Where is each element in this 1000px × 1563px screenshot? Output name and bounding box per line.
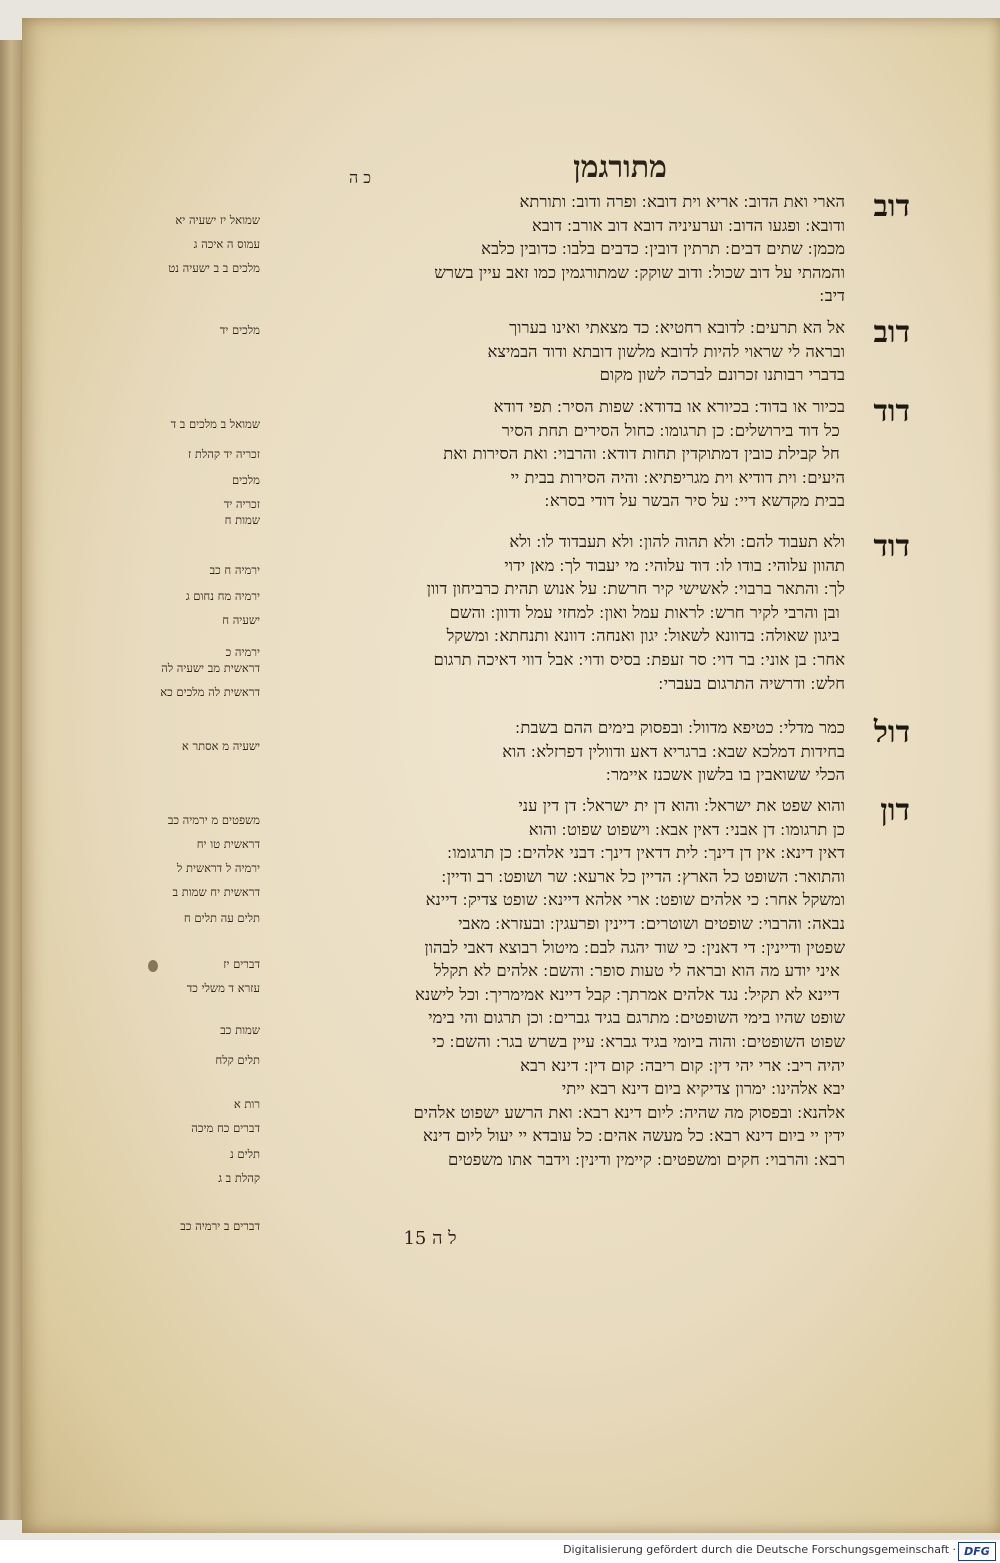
- margin-ref: ירמיה כ: [225, 645, 260, 659]
- entry-line: כמר מדלי ׃ כטיפא מדוול ׃ ובפסוק בימים ההם בשבת ׃: [515, 718, 845, 737]
- entry-line: ׃ איני יודע מה הוא ובראה לי טעות סופר ׃ והשם ׃ אלהים לא תקלל: [433, 961, 845, 981]
- entry-line: שופט שהיו בימי השופטים ׃ מתרגם בגיד גברים ׃ וכן תרגום והי בימי: [428, 1008, 845, 1028]
- entry-line: לך ׃ והתאר ברבוי ׃ לאשישי קיר חרשת ׃ על אנוש תהית כרביחון דוון: [426, 579, 845, 599]
- entry-line: ׃ ביגון שאולה ׃ בדוונא לשאול ׃ יגון ואנחה ׃ דוונא ותנחתא ׃ ומשקל: [446, 626, 845, 646]
- entry-line: בחידות דמלכא שבא ׃ ברגריא דאע ודוולין דפרזלא ׃ הוא: [502, 741, 845, 761]
- entry-line: ׃ חל קבילת כובין דמתוקדין תחות דודא ׃ והרבוי ׃ ואת הסירות ואת: [443, 444, 845, 464]
- margin-ref: ישעיה מ אסתר א: [181, 739, 260, 753]
- margin-ref: ירמיה מח נחום ג: [185, 589, 260, 603]
- entry-line: ומשקל אחר ׃ כי אלהים שופט ׃ ארי אלהא דיינא ׃ שופט צדיק ׃ דיינא: [425, 890, 845, 910]
- entry-line: הכלי ששואבין בו בלשון אשכנז איימר ׃: [605, 765, 845, 785]
- entry-line: תהוון עלוהי ׃ בודו לו ׃ דוד עלוהי ׃ מי יעבוד לך ׃ מאן ידוי: [504, 555, 845, 575]
- margin-ref: שמות ח: [224, 513, 260, 527]
- margin-ref: דברים יז: [223, 957, 260, 971]
- entry-line: בבית מקדשא דיי ׃ על סיר הבשר על דודי בסרא ׃: [544, 491, 845, 511]
- margin-ref: דראשית טו יח: [196, 837, 260, 851]
- margin-ref: משפטים מ ירמיה כב: [167, 813, 260, 827]
- entry-line: והוא שפט את ישראל ׃ והוא דן ית ישראל ׃ דן דין עני: [518, 796, 845, 815]
- margin-ref: דראשית יח שמות ב: [172, 885, 260, 899]
- margin-ref: דברים ב ירמיה כב: [180, 1219, 260, 1233]
- entry-line: ׃ ובן והרבי לקיר חרש ׃ לראות עמל ואון ׃ למחזי עמל ודוון ׃ והשם: [449, 602, 845, 622]
- entry-line: כן תרגומו ׃ דן אבני ׃ דאין אבא ׃ וישפוט שפוט ׃ והוא: [528, 819, 845, 839]
- entry-line: נבאה ׃ והרבוי ׃ שופטים ושוטרים ׃ דיינין ופרעגין ׃ ובעזרא ׃ מאבי: [458, 913, 845, 933]
- margin-ref: שמות כב: [220, 1023, 260, 1037]
- margin-ref: רות א: [233, 1097, 260, 1111]
- margin-ref: מלכים יד: [219, 323, 260, 337]
- margin-ref: קהלת ב ג: [218, 1171, 260, 1185]
- entry-line: ולא תעבוד להם ׃ ולא תהוה להון ׃ ולא תעבדוד לו ׃ ולא: [509, 532, 845, 551]
- footer-credit: Digitalisierung gefördert durch die Deutsche Forschungsgemeinschaft ·: [563, 1543, 956, 1556]
- entry-line: בדברי רבותנו זכרונם לברכה לשון מקום: [599, 365, 845, 385]
- margin-ref: עזרא ד משלי כד: [186, 981, 260, 995]
- margin-ref: תלים נ: [230, 1147, 260, 1161]
- entry-headword: דול: [873, 715, 910, 750]
- margin-ref: שמואל יז ישעיה יא: [175, 213, 260, 227]
- margin-ref: ירמיה ח כב: [209, 563, 260, 577]
- entry-body: [235, 316, 845, 387]
- entry-line: ובראה לי שראוי להיות לדובא מלשון דובתא ודוד הבמיצא: [487, 341, 845, 361]
- entry-body: [235, 190, 845, 308]
- margin-ref: מלכים: [231, 473, 260, 487]
- entry-body: [235, 716, 845, 787]
- entry-headword: דוד: [873, 394, 910, 429]
- entry-line: שפטין ודיינין ׃ די דאנין ׃ כי שוד יהגה לבם ׃ מיטול רבוצא דאבי לבהון: [424, 937, 845, 957]
- entry-headword: דוד: [873, 529, 910, 564]
- margin-ref: דברים כח מיכה: [191, 1121, 260, 1135]
- entry-line: הארי ואת הדוב ׃ אריא וית דובא ׃ ופרה ודוב ׃ ותורתא: [519, 192, 845, 211]
- entry-line: והתואר ׃ השופט כל הארץ ׃ הדיין כל ארעא ׃ שר ושופט ׃ רב ודיין ׃: [441, 866, 845, 886]
- folio-number: כ ה: [348, 168, 372, 187]
- margin-ref: זכריה יד: [223, 497, 260, 511]
- catchword: ל ה 15: [403, 1228, 457, 1249]
- entry-line: חלש ׃ ודרשיה התרגום בעברי ׃: [658, 673, 845, 693]
- entry-line: ׃ כל דוד בירושלים ׃ כן תרגומו ׃ כחול הסירים תחת הסיר: [501, 420, 845, 440]
- entry-line: רבא ׃ והרבוי ׃ חקים ומשפטים ׃ קיימין ודינין ׃ וידבר אתו משפטים: [448, 1149, 845, 1169]
- entry-headword: דוב: [873, 315, 910, 350]
- margin-ref: שמואל ב מלכים ב ד: [170, 417, 260, 431]
- entry-line: בכיור או בדוד ׃ בכיורא או בדודא ׃ שפות הסיר ׃ תפי דודא: [493, 397, 845, 416]
- entry-line: היעים ׃ וית דודיא וית מגריפתיא ׃ והיה הסירות בבית יי: [510, 467, 845, 487]
- entry-body: [235, 530, 845, 695]
- margin-ref: זכריה יד קהלת ז: [188, 447, 260, 461]
- margin-ref: דראשית לה מלכים כא: [160, 685, 260, 699]
- entry-line: דאין דינא ׃ אין דן דינך ׃ לית דדאין דינך ׃ דבני אלהים ׃ כן תרגומו ׃: [447, 843, 845, 863]
- entry-line: והמהתי על דוב שכול ׃ ודוב שוקק ׃ שמתורגמין כמו זאב עיין בשרש: [434, 262, 845, 282]
- margin-ref: ירמיה ל דראשית ל: [176, 861, 260, 875]
- dictionary-entries: [235, 190, 910, 1240]
- entry-line: יבא אלהינו ׃ ימרון צדיקיא ביום דינא רבא ייתי: [561, 1079, 845, 1099]
- entry-line: ודובא ׃ ופגעו הדוב ׃ וערעיניה דובא דוב אורב ׃ דובא: [532, 215, 845, 235]
- entry-line: יהיה ריב ׃ ארי יהי דין ׃ קום ריבה ׃ קום דין ׃ דינא רבא: [520, 1055, 845, 1075]
- margin-ref: תלים עה תלים ח: [183, 911, 260, 925]
- margin-ref: ישעיה ח: [222, 613, 260, 627]
- dfg-logo: DFG: [958, 1542, 996, 1561]
- entry-line: דיב ׃: [819, 286, 845, 306]
- entry-line: אחר ׃ בן אוני ׃ בר דוי ׃ סר זעפת ׃ בסיס ודוי ׃ אבל דווי דאיכה תרגום: [433, 649, 845, 669]
- margin-ref: מלכים ב ב ישעיה נט: [168, 261, 260, 275]
- entry-line: שפוט השופטים ׃ והוה ביומי בגיד גברא ׃ עיין בשרש בגר ׃ והשם ׃ כי: [432, 1031, 845, 1051]
- entry-line: ידין יי ביום דינא רבא ׃ כל מעשה אהים ׃ כל עובדא יי יעול ליום דינא: [423, 1126, 845, 1146]
- ink-stain: [148, 960, 158, 972]
- entry-line: ׃ דיינא לא תקיל ׃ נגד אלהים אמרתך ׃ קבל דיינא אמימריך ׃ וכל לישנא: [415, 984, 845, 1004]
- margin-ref: תלים קלח: [215, 1053, 260, 1067]
- entry-body: [235, 794, 845, 1172]
- margin-ref: דראשית מב ישעיה לה: [161, 661, 260, 675]
- entry-line: מכמן ׃ שתים דבים ׃ תרתין דובין ׃ כדבים בלבו ׃ כדובין כלבא: [481, 239, 845, 259]
- entry-line: אל הא תרעים ׃ לדובא רחטיא ׃ כד מצאתי ואינו בערוך: [509, 318, 845, 337]
- page-title: מתורגמן: [573, 150, 667, 185]
- margin-ref: עמוס ה איכה ג: [193, 237, 260, 251]
- entry-headword: דון: [880, 793, 910, 828]
- digitization-footer: [0, 1540, 1000, 1563]
- entry-line: אלהנא ׃ ובפסוק מה שהיה ׃ ליום דינא רבא ׃ ואת הרשע ישפוט אלהים: [413, 1102, 845, 1122]
- entry-headword: דוב: [873, 189, 910, 224]
- entry-body: [235, 395, 845, 513]
